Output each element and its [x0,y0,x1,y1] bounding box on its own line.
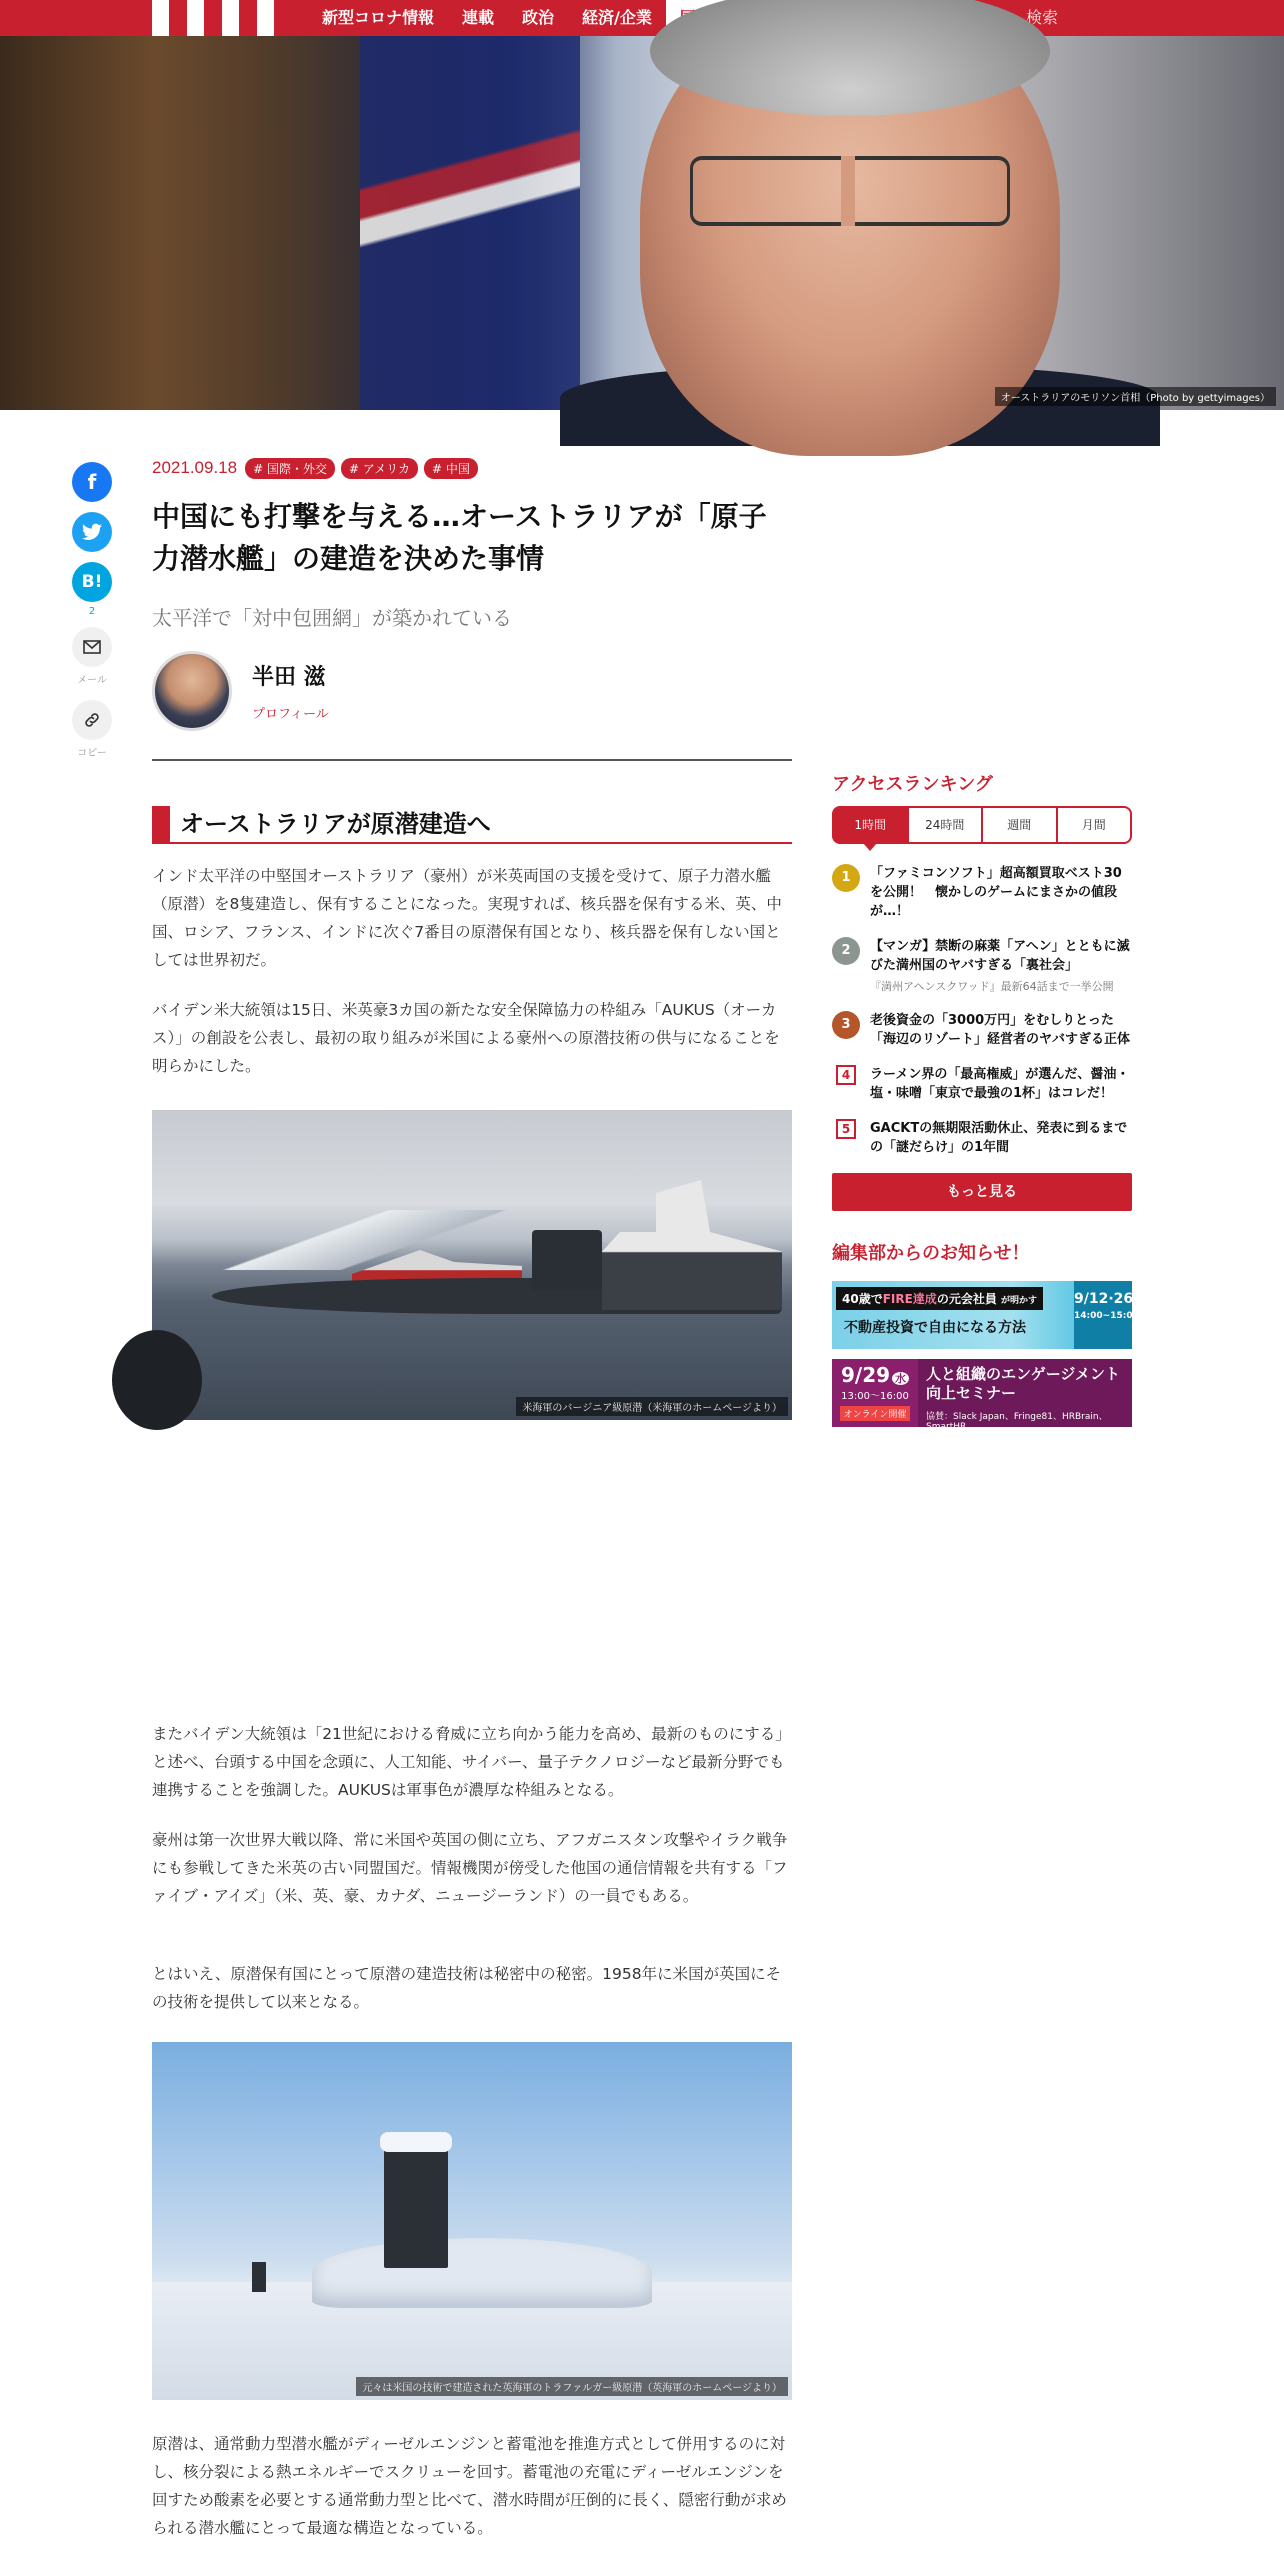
facebook-icon: f [87,470,97,494]
avatar[interactable] [152,651,232,731]
banner1-label-small: が明かす [1001,1296,1038,1306]
nav-item-corona[interactable]: 新型コロナ情報 [322,8,435,27]
mail-share-button[interactable] [72,627,112,667]
banner2-date: 9/29 [840,1363,891,1387]
rank-badge: 2 [832,937,860,965]
engagement-seminar-banner[interactable] [832,1359,1132,1432]
banner1-label-pre: 40歳で [842,1292,883,1306]
ranking-item-subtitle: 『満州アヘンスクワッド』最新64話まで一挙公開 [870,980,1114,993]
hatena-count: 2 [88,606,96,617]
rank-badge: 4 [836,1065,856,1085]
notice-title: 編集部からのお知らせ！ [832,1243,1030,1264]
paragraph-5: とはいえ、原潜保有国にとって原潜の建造技術は秘密中の秘密。1958年に米国が英国にその技術を提供して以来となる。 [152,1965,782,2011]
photo2-caption: 元々は米国の技術で建造された英海軍のトラファルガー級原潜（英海軍のホームページより） [356,2377,788,2396]
nav-item-politics[interactable]: 政治 [522,8,555,27]
article-date: 2021.09.18 [152,458,238,477]
sidebar [832,770,1139,1432]
share-bar [72,462,112,773]
hatena-bookmark-button[interactable] [72,562,112,602]
profile-link[interactable]: プロフィール [252,707,329,722]
facebook-share-button[interactable] [72,462,112,502]
tab-24hours[interactable]: 24時間 [907,808,982,842]
banner2-online: オンライン開催 [840,1406,911,1421]
ranking-list [832,864,1132,1157]
hero-image [0,36,1284,410]
tag-america[interactable]: # アメリカ [341,458,418,479]
ranking-title: アクセスランキング [832,774,993,795]
ranking-item-title: 老後資金の「3000万円」をむしりとった「海辺のリゾート」経営者のヤバすぎる正体 [870,1013,1131,1047]
banner2-sponsor: 協賛：Slack Japan、Fringe81、HRBrain、SmartHR [926,1412,1108,1432]
link-icon [83,711,101,729]
top-nav [0,0,1284,36]
rank-badge: 3 [832,1011,860,1039]
more-button[interactable]: もっと見る [832,1173,1132,1211]
hero-flag [360,36,580,410]
tab-monthly[interactable]: 月間 [1056,808,1131,842]
ranking-item[interactable] [832,1119,1132,1157]
article [152,456,792,2537]
ranking-item-title: ラーメン界の「最高権威」が選んだ、醤油・塩・味噌「東京で最強の1杯」はコレだ！ [870,1067,1130,1101]
twitter-share-button[interactable] [72,512,112,552]
divider [152,759,792,761]
tag-international-diplomacy[interactable]: # 国際・外交 [245,458,335,479]
author-name[interactable]: 半田 滋 [252,665,326,690]
banner2-day: 水 [892,1372,909,1385]
banner1-label-post: の元会社員 [936,1292,997,1306]
banner1-time: 14:00~15:00 [1074,1311,1139,1321]
nav-search[interactable]: 検索 [1026,8,1059,27]
ranking-item[interactable] [832,1011,1132,1049]
photo1-caption: 米海軍のバージニア級原潜（米海軍のホームページより） [516,1397,788,1416]
article-title: 中国にも打撃を与える…オーストラリアが「原子力潜水艦」の建造を決めた事情 [152,500,767,575]
banner1-date: 9/12·26 [1074,1291,1134,1307]
tab-weekly[interactable]: 週間 [981,808,1056,842]
submarine-photo-2 [152,2042,792,2400]
banner2-main: 人と組織のエンゲージメント向上セミナー [926,1365,1120,1402]
author-info [252,660,329,722]
author-block [152,651,792,731]
copy-link-button[interactable] [72,700,112,740]
rank-badge: 5 [836,1119,856,1139]
fire-seminar-banner[interactable] [832,1281,1139,1349]
ranking-item-title: GACKTの無期限活動休止、発表に到るまでの「謎だらけ」の1年間 [870,1121,1128,1155]
ranking-item[interactable] [832,937,1132,995]
tab-1hour[interactable]: 1時間 [834,808,907,842]
nav-item-series[interactable]: 連載 [462,8,495,27]
paragraph-6: 原潜は、通常動力型潜水艦がディーゼルエンジンと蓄電池を推進方式として併用するのに対し、核分裂による熱エネルギーでスクリューを回す。蓄電池の充電にディーゼルエンジンを回すため酸素を必要とする通常動力型と比べて、潜水時間が圧倒的に長く、隠密行動が求められる潜水艦にとって最適な構造となっている。 [152,2435,787,2537]
hatena-icon: B! [81,572,103,592]
banner1-main: 不動産投資で自由になる方法 [844,1320,1026,1336]
mail-label: メール [77,675,107,686]
ranking-item[interactable] [832,1065,1132,1103]
ranking-item-title: 【マンガ】禁断の麻薬「アヘン」とともに滅びた満州国のヤバすぎる「裏社会」 [870,939,1130,973]
article-meta [152,456,792,480]
banner2-time: 13:00～16:00 [841,1391,909,1402]
tag-china[interactable]: # 中国 [424,458,478,479]
copy-label: コピー [77,748,107,759]
submarine-photo-1 [152,1110,792,1420]
ranking-item[interactable] [832,864,1132,921]
article-subtitle: 太平洋で「対中包囲網」が築かれている [152,606,512,630]
paragraph-2: バイデン米大統領は15日、米英豪3カ国の新たな安全保障協力の枠組み「AUKUS（オーカス）」の創設を公表し、最初の取り組みが米国による豪州への原潜技術の供与になることを明らかにした。 [152,1001,780,1075]
ranking-item-title: 「ファミコンソフト」超高額買取ベスト30を公開！ 懐かしのゲームにまさかの値段が…！ [870,866,1122,919]
site-logo[interactable] [152,0,292,36]
banner1-label-em: FIRE達成 [882,1292,937,1306]
twitter-icon [82,523,102,541]
nav-item-economy[interactable]: 経済/企業 [582,8,652,27]
hero-glasses [690,156,1010,226]
hero-caption: オーストラリアのモリソン首相（Photo by gettyimages） [995,387,1276,406]
section-heading: オーストラリアが原潜建造へ [152,806,792,844]
ranking-tabs [832,806,1132,844]
paragraph-4: 豪州は第一次世界大戦以降、常に米国や英国の側に立ち、アフガニスタン攻撃やイラク戦争にも参戦してきた米英の古い同盟国だ。情報機関が傍受した他国の通信情報を共有する「ファイブ・アイズ」（米、英、豪、カナダ、ニュージーランド）の一員でもある。 [152,1831,788,1905]
ad-space [152,1436,792,1726]
rank-badge: 1 [832,864,860,892]
paragraph-3: またバイデン大統領は「21世紀における脅威に立ち向かう能力を高め、最新のものにする」と述べ、台頭する中国を念頭に、人工知能、サイバー、量子テクノロジーなど最新分野でも連携することを強調した。AUKUSは軍事色が濃厚な枠組みとなる。 [152,1725,791,1799]
paragraph-1: インド太平洋の中堅国オーストラリア（豪州）が米英両国の支援を受けて、原子力潜水艦（原潜）を8隻建造し、保有することになった。実現すれば、核兵器を保有する米、英、中国、ロシア、フランス、インドに次ぐ7番目の原潜保有国となり、核兵器を保有しない国としては世界初だ。 [152,867,782,969]
mail-icon [83,640,101,654]
